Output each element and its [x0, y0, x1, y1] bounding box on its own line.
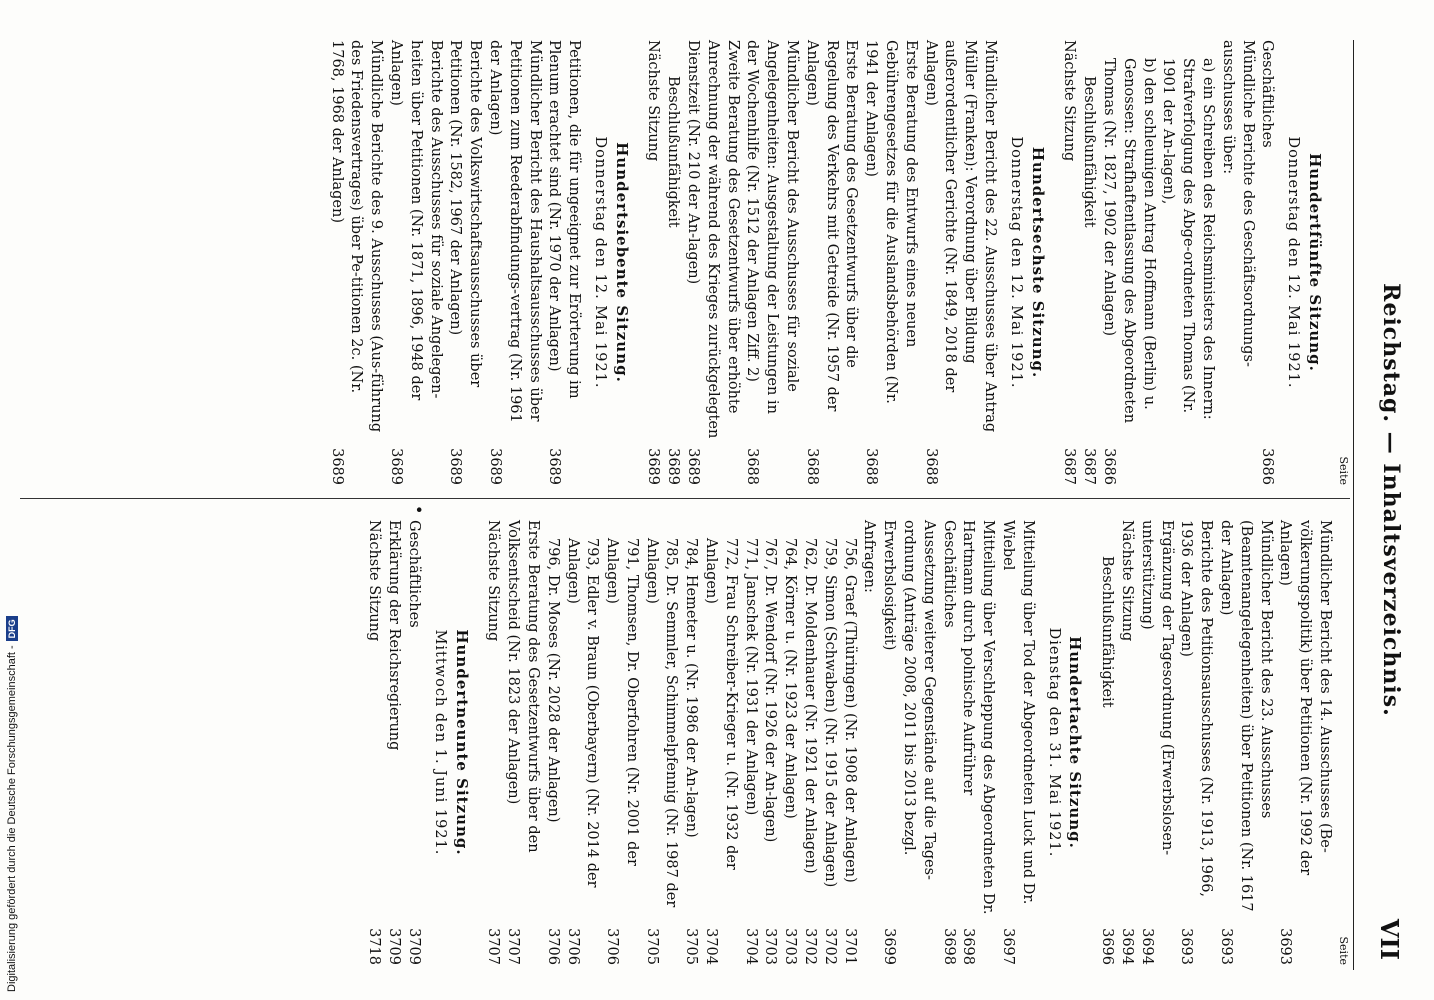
- entry-text: Mündliche Berichte des 9. Ausschusses (Aus-führung des Friedensvertrages) über Pe-titionen 2c. (Nr. 1768, 1968 der Anlagen): [328, 40, 385, 433]
- entry-page: 3688: [803, 448, 820, 485]
- entry-page: 3706: [544, 928, 561, 965]
- toc-entry: [562, 520, 602, 965]
- session-date: Donnerstag den 12. Mai 1921.: [591, 136, 608, 389]
- page-number: VII: [1375, 918, 1404, 960]
- entry-text: Beschlußunfähigkeit: [1099, 556, 1116, 708]
- entry-text: Geschäftliches: [405, 520, 422, 628]
- entry-page: 3693: [1178, 928, 1195, 965]
- entry-text: 791, Thomsen, Dr. Oberfohren (Nr. 2001 der Anlagen): [604, 538, 640, 866]
- entry-page: 3693: [1277, 928, 1294, 965]
- entry-text: Mündlicher Bericht des Ausschusses für soziale Angelegenheiten: Ausgestaltung der Leistungen in der Wochenhilfe (Nr. 1512 der Anlagen Ziff. 2): [744, 40, 801, 414]
- entry-page: 3694: [1138, 928, 1155, 965]
- session-date: Dienstag den 31. Mai 1921.: [1045, 627, 1062, 858]
- session-date: Donnerstag den 12. Mai 1921.: [1285, 136, 1302, 389]
- toc-entry: [403, 520, 423, 965]
- header-rule: [1353, 40, 1354, 970]
- entry-page: 3704: [703, 928, 720, 965]
- toc-entry: [483, 520, 503, 965]
- toc-entry: [1257, 40, 1277, 485]
- toc-entry: [1217, 40, 1257, 485]
- entry-text: Nächste Sitzung: [645, 40, 662, 162]
- toc-entry: [502, 520, 542, 965]
- entry-page: 3689: [645, 448, 662, 485]
- entry-text: Zweite Beratung des Gesetzentwurfs über erhöhte Anrechnung der während des Krieges zurückgelegten Dienstzeit (Nr. 210 der An-lagen): [685, 40, 741, 439]
- entry-text: b) den schleunigen Antrag Hoffmann (Berlin) u. Genossen: Strafhaftentlassung des Abgeordneten Thomas (Nr. 1827, 1902 der Anlagen): [1101, 58, 1157, 424]
- entry-text: Nächste Sitzung: [366, 520, 383, 642]
- toc-entry: [700, 520, 740, 965]
- entry-page: 3688: [744, 448, 761, 485]
- entry-page: 3696: [1099, 928, 1116, 965]
- entry-text: Berichte des Volkswirtschaftsausschusses über Petitionen (Nr. 1582, 1967 der Anlagen): [447, 40, 484, 388]
- entry-page: 3701: [841, 928, 858, 965]
- toc-entry: [801, 40, 860, 485]
- entry-text: 764, Körner u. (Nr. 1923 der Anlagen): [782, 538, 799, 819]
- entry-page: 3706: [604, 928, 621, 965]
- entry-text: Berichte des Ausschusses für soziale Angelegen-heiten über Petitionen (Nr. 1871, 1896, 1948 der Anlagen): [387, 40, 444, 401]
- toc-entry: [1215, 520, 1274, 965]
- toc-entry: [1116, 520, 1136, 965]
- entry-page: 3707: [485, 928, 502, 965]
- entry-text: Petitionen, die für ungeeignet zur Erörterung im Plenum erachtet sind (Nr. 1970 der Anlagen): [546, 40, 583, 399]
- entry-page: 3689: [546, 448, 563, 485]
- entry-page: 3689: [665, 448, 682, 485]
- toc-entry: [779, 520, 799, 965]
- entry-text: 784, Hemeter u. (Nr. 1986 der An-lagen): [683, 538, 700, 838]
- toc-entry: [819, 520, 839, 965]
- toc-entry: [663, 40, 683, 485]
- entry-page: 3706: [564, 928, 581, 965]
- column-divider: [20, 498, 1350, 499]
- entry-text: Erste Beratung des Entwurfs eines neuen Gebührengesetzes für die Auslandsbehörden (Nr. 1941 der Anlagen): [863, 40, 919, 404]
- entry-text: 793, Edler v. Braun (Oberbayern) (Nr. 2014 der Anlagen): [564, 538, 601, 888]
- toc-entry: [860, 40, 919, 485]
- entry-page: 3698: [940, 928, 957, 965]
- toc-entry: [938, 520, 958, 965]
- entry-page: 3693: [1218, 928, 1235, 965]
- entry-text: Berichte des Petitionsausschusses (Nr. 1913, 1966, 1936 der Anlagen): [1178, 520, 1215, 898]
- entry-text: Aussetzung weiterer Gegenstände auf die Tages-ordnung (Anträge 2008, 2011 bis 2013 bezgl. Erwerbslosigkeit): [881, 520, 937, 880]
- entry-text: 762, Dr. Moldenhauer (Nr. 1921 der Anlagen): [802, 538, 819, 874]
- dfg-logo: DFG: [6, 616, 18, 641]
- session-heading: Hundertneunte Sitzung.: [452, 629, 471, 856]
- toc-entry: [643, 40, 663, 485]
- toc-entry: [859, 520, 879, 965]
- entry-text: Beschlußunfähigkeit: [1081, 76, 1098, 228]
- toc-entry: [641, 520, 681, 965]
- entry-text: 796, Dr. Moses (Nr. 2028 der Anlagen): [544, 538, 561, 823]
- entry-text: Erklärung der Reichsregierung: [386, 520, 403, 751]
- toc-entry: [742, 40, 801, 485]
- toc-entry: [1059, 40, 1079, 485]
- entry-text: Mitteilung über Tod der Abgeordneten Luck und Dr. Wiebel: [1000, 520, 1036, 905]
- credit-text: Digitalisierung gefördert durch die Deutsche Forschungsgemeinschaft -: [6, 645, 18, 992]
- toc-entry: [383, 520, 403, 965]
- entry-page: 3704: [742, 928, 759, 965]
- entry-page: 3702: [802, 928, 819, 965]
- entry-text: Ergänzung der Tagesordnung (Erwerbslosen-unterstützung): [1138, 520, 1175, 856]
- toc-entry: [601, 520, 641, 965]
- entry-page: 3689: [447, 448, 464, 485]
- entry-page: 3687: [1061, 448, 1078, 485]
- seite-label: Seite: [1337, 456, 1350, 485]
- entry-text: Geschäftliches: [940, 520, 957, 628]
- entry-page: 3697: [1000, 928, 1017, 965]
- entry-text: Erste Beratung des Gesetzentwurfs über den Volksentscheid (Nr. 1823 der Anlagen): [505, 520, 541, 853]
- entry-page: 3703: [762, 928, 779, 965]
- entry-page: 3689: [486, 448, 503, 485]
- entry-text: 759, Simon (Schwaben) (Nr. 1915 der Anlagen): [821, 538, 838, 888]
- toc-entry: [544, 40, 584, 485]
- entry-page: 3705: [683, 928, 700, 965]
- left-column: [326, 40, 1350, 485]
- right-column: [364, 520, 1350, 965]
- entry-page: 3694: [1119, 928, 1136, 965]
- entry-text: Beschlußunfähigkeit: [665, 76, 682, 228]
- running-header: [1364, 40, 1404, 960]
- toc-entry: [1275, 520, 1334, 965]
- toc-entry: [1078, 40, 1098, 485]
- entry-text: a) ein Schreiben des Reichsministers des Innern: Strafverfolgung des Abge-ordneten Thomas (Nr. 1901 der An-lagen),: [1160, 58, 1217, 420]
- entry-page: 3686: [1259, 448, 1276, 485]
- entry-text: Mündliche Berichte des Geschäftsordnungs-ausschusses über:: [1219, 40, 1256, 367]
- entry-text: Erste Beratung des Gesetzentwurfs über die Regelung des Verkehrs mit Getreide (Nr. 1957 der Anlagen): [803, 40, 860, 412]
- entry-page: 3698: [960, 928, 977, 965]
- toc-entry: [920, 40, 999, 485]
- entry-text: Nächste Sitzung: [485, 520, 502, 642]
- toc-entry: [1096, 520, 1116, 965]
- toc-entry: [1136, 520, 1176, 965]
- ink-dot: •: [409, 505, 428, 515]
- toc-entry: [997, 520, 1037, 965]
- entry-page: 3689: [387, 448, 404, 485]
- toc-entry: [1098, 40, 1157, 485]
- entry-page: 3707: [505, 928, 522, 965]
- session-date: Donnerstag den 12. Mai 1921.: [1007, 136, 1024, 389]
- entry-page: 3699: [881, 928, 898, 965]
- toc-entry: [1176, 520, 1216, 965]
- toc-entry: [799, 520, 819, 965]
- entry-text: Mündlicher Bericht des 22. Ausschusses über Antrag Müller (Franken): Verordnung über Bildung außerordentlicher Gerichte (Nr. 1849, 2018 der Anlagen): [922, 40, 999, 433]
- toc-entry: [839, 520, 859, 965]
- toc-entry: [878, 520, 937, 965]
- entry-text: Geschäftliches: [1259, 40, 1276, 148]
- entry-page: 3688: [863, 448, 880, 485]
- entry-page: 3686: [1101, 448, 1118, 485]
- toc-entry: [364, 520, 384, 965]
- entry-text: Nächste Sitzung: [1061, 40, 1078, 162]
- digitization-credit: [6, 616, 18, 992]
- session-heading: Hundertsiebente Sitzung.: [612, 142, 631, 383]
- left-sessions: [326, 40, 1324, 485]
- seite-label: Seite: [1337, 936, 1350, 965]
- entry-text: 785, Dr. Semmler, Schimmelpfennig (Nr. 1987 der Anlagen): [643, 538, 680, 908]
- toc-entry: [958, 520, 998, 965]
- session-heading: Hundertfünfte Sitzung.: [1306, 153, 1324, 372]
- entry-page: 3689: [328, 448, 345, 485]
- entry-page: 3689: [685, 448, 702, 485]
- entry-page: 3688: [922, 448, 939, 485]
- session-date: Mittwoch den 1. Juni 1921.: [431, 629, 448, 856]
- toc-entry: [542, 520, 562, 965]
- toc-entry: [445, 40, 485, 485]
- toc-entry: [760, 520, 780, 965]
- entry-text: 767, Dr. Wendorf (Nr. 1926 der An-lagen): [762, 538, 779, 843]
- right-sessions: [364, 520, 1334, 965]
- entry-text: Mündlicher Bericht des Haushaltsausschusses über Petitionen zum Reederabfindungs-vertrag (Nr. 1961 der Anlagen): [486, 40, 543, 423]
- toc-entry: [740, 520, 760, 965]
- entry-page: 3703: [782, 928, 799, 965]
- entry-text: Anfragen:: [861, 520, 878, 593]
- entry-page: 3687: [1081, 448, 1098, 485]
- entry-text: 771, Janschek (Nr. 1931 der Anlagen): [742, 538, 759, 816]
- header-title: Reichstag. — Inhaltsverzeichnis.: [1378, 283, 1404, 717]
- entry-page: 3705: [643, 928, 660, 965]
- session-heading: Hundertachte Sitzung.: [1066, 636, 1085, 849]
- entry-page: 3718: [366, 928, 383, 965]
- entry-text: Nächste Sitzung: [1119, 520, 1136, 642]
- entry-page: 3702: [821, 928, 838, 965]
- entry-text: Mitteilung über Verschleppung des Abgeordneten Dr. Hartmann durch polnische Aufrührer: [960, 520, 997, 915]
- entry-text: Mündlicher Bericht des 23. Ausschusses (Beamtenangelegenheiten) über Petitionen (Nr. 1617 der Anlagen): [1218, 520, 1274, 912]
- entry-page: 3709: [386, 928, 403, 965]
- session-heading: Hundertsechste Sitzung.: [1028, 146, 1047, 379]
- entry-text: 756, Graef (Thüringen) (Nr. 1908 der Anlagen): [841, 538, 858, 883]
- entry-text: 772, Frau Schreiber-Krieger u. (Nr. 1932 der Anlagen): [703, 538, 739, 870]
- toc-entry: [682, 40, 741, 485]
- toc-entry: [1158, 40, 1217, 485]
- entry-text: Mündlicher Bericht des 14. Ausschusses (Be-völkerungspolitik) über Petitionen (Nr. 1992 der Anlagen): [1277, 520, 1333, 876]
- toc-entry: [326, 40, 385, 485]
- toc-entry: [484, 40, 543, 485]
- toc-entry: [681, 520, 701, 965]
- toc-entry: [385, 40, 444, 485]
- entry-page: 3709: [405, 928, 422, 965]
